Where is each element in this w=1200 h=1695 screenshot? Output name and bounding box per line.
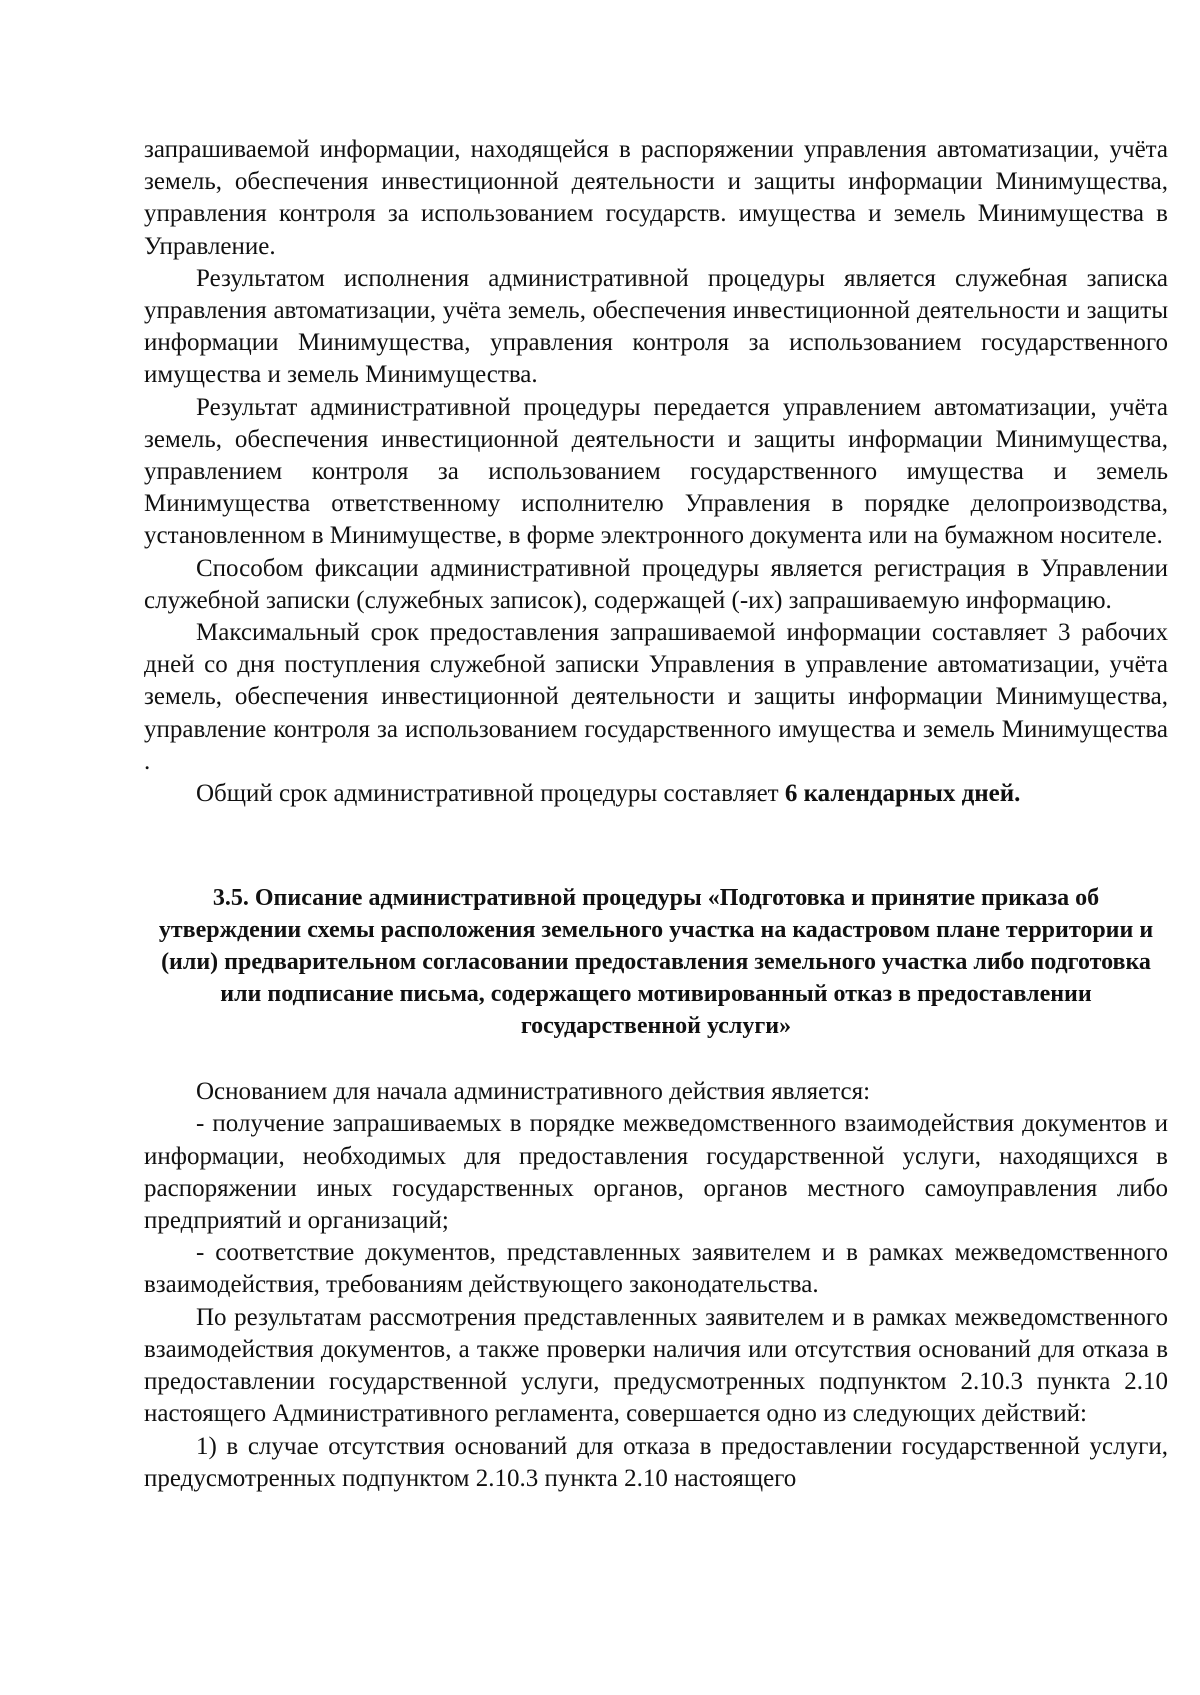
paragraph-action-1: 1) в случае отсутствия оснований для отказа в предоставлении государственной услуги, предусмотренных подпунктом 2.10.3 пункта 2.10 настоящего bbox=[144, 1432, 1168, 1492]
paragraph-result: Результатом исполнения административной процедуры является служебная записка управления автоматизации, учёта земель, обеспечения инвестиционной деятельности и защиты информации Минимущества, управления контроля за использованием государственного имущества и земель Минимущества. bbox=[144, 264, 1168, 389]
section-spacer bbox=[144, 810, 1168, 882]
paragraph-review-results: По результатам рассмотрения представленных заявителем и в рамках межведомственного взаимодействия документов, а также проверки наличия или отсутствия оснований для отказа в предоставлении государственной услуги, предусмотренных подпунктом 2.10.3 пункта 2.10 настоящего Административного регламента, совершается одно из следующих действий: bbox=[144, 1303, 1168, 1428]
heading-spacer bbox=[144, 1042, 1168, 1076]
paragraph-max-term: Максимальный срок предоставления запрашиваемой информации составляет 3 рабочих дней со дня поступления служебной записки Управления в управление автоматизации, учёта земель, обеспечения инвестиционной деятельности и защиты информации Минимущества, управление контроля за использованием государственного имущества и земель Минимущества . bbox=[144, 619, 1168, 775]
paragraph-fixation: Способом фиксации административной процедуры является регистрация в Управлении служебной записки (служебных записок), содержащей (-их) запрашиваемую информацию. bbox=[144, 554, 1168, 614]
paragraph-basis-item-1: - получение запрашиваемых в порядке межведомственного взаимодействия документов и информации, необходимых для предоставления государственной услуги, находящихся в распоряжении иных государственных органов, органов местного самоуправления либо предприятий и организаций; bbox=[144, 1110, 1168, 1235]
paragraph-basis-item-2: - соответствие документов, представленных заявителем и в рамках межведомственного взаимодействия, требованиям действующего законодательства. bbox=[144, 1239, 1168, 1299]
total-term-text: Общий срок административной процедуры составляет bbox=[196, 780, 785, 808]
document-body bbox=[144, 134, 1168, 1495]
total-term-bold: 6 календарных дней. bbox=[784, 780, 1021, 808]
paragraph-basis: Основанием для начала административного действия является: bbox=[196, 1078, 871, 1106]
paragraph-continuation: запрашиваемой информации, находящейся в распоряжении управления автоматизации, учёта земель, обеспечения инвестиционной деятельности и защиты информации Минимущества, управления контроля за использованием государств. имущества и земель Минимущества в Управление. bbox=[144, 136, 1168, 260]
paragraph-total-term bbox=[144, 778, 1168, 810]
section-heading: 3.5. Описание административной процедуры «Подготовка и принятие приказа об утверждении схемы расположения земельного участка на кадастровом плане территории и (или) предварительном согласовании предоставления земельного участка либо подготовка или подписание письма, содержащего мотивированный отказ в предоставлении государственной услуги» bbox=[158, 885, 1154, 1040]
paragraph-result-transfer: Результат административной процедуры передается управлением автоматизации, учёта земель, обеспечения инвестиционной деятельности и защиты информации Минимущества, управлением контроля за использованием государственного имущества и земель Минимущества ответственному исполнителю Управления в порядке делопроизводства, установленном в Минимуществе, в форме электронного документа или на бумажном носителе. bbox=[144, 393, 1168, 550]
